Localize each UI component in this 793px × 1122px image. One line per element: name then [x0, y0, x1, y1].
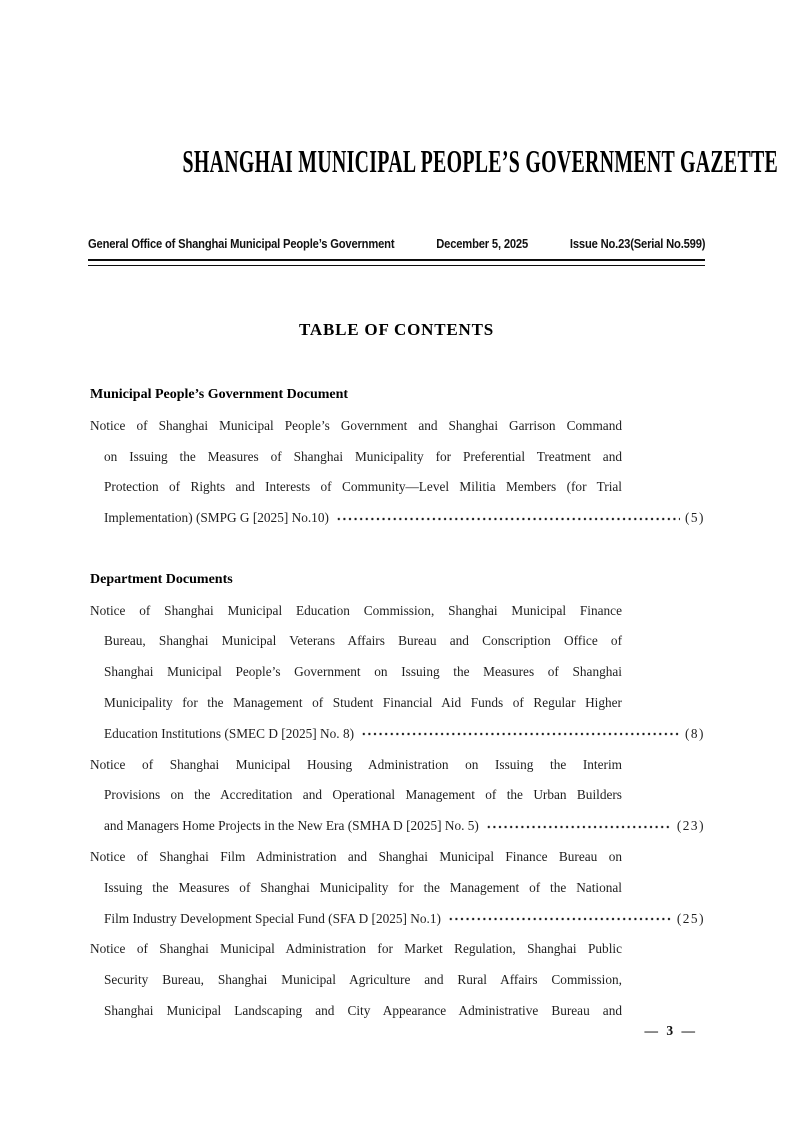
section-heading-department-documents: Department Documents — [90, 571, 233, 587]
toc-entry-line: on Issuing the Measures of Shanghai Municipality for Preferential Treatment and — [104, 448, 622, 464]
issue-number: Issue No.23(Serial No.599) — [569, 236, 706, 251]
toc-entry-tail-text: Education Institutions (SMEC D [2025] No. 8) — [104, 725, 355, 741]
double-rule-divider — [88, 259, 705, 266]
toc-heading: TABLE OF CONTENTS — [299, 320, 494, 339]
toc-page-ref: (8) — [684, 725, 705, 741]
toc-entry-line: Municipality for the Management of Student Financial Aid Funds of Regular Higher — [104, 694, 622, 710]
toc-entry-line: Security Bureau, Shanghai Municipal Agriculture and Rural Affairs Commission, — [104, 972, 622, 988]
toc-entry — [90, 411, 705, 534]
toc-entry — [90, 842, 705, 934]
toc-entry-line: Issuing the Measures of Shanghai Municipality for the Management of the National — [104, 879, 622, 895]
dotted-leader — [448, 904, 672, 935]
dotted-leader — [336, 503, 680, 534]
toc-page-ref: (5) — [684, 510, 705, 526]
toc-entry-line: Shanghai Municipal Landscaping and City Appearance Administrative Bureau and — [104, 1002, 622, 1018]
publisher-line — [88, 236, 705, 251]
dotted-leader — [361, 719, 680, 750]
toc-entry-line: Bureau, Shanghai Municipal Veterans Affairs Bureau and Conscription Office of — [104, 633, 622, 649]
toc-entry-line — [90, 811, 705, 842]
toc-entry-line: Notice of Shanghai Municipal Housing Administration on Issuing the Interim — [90, 756, 622, 772]
toc-entry-line: Notice of Shanghai Municipal Administration for Market Regulation, Shanghai Public — [90, 941, 622, 957]
table-of-contents — [90, 380, 705, 1027]
toc-entry-line: Shanghai Municipal People’s Government on Issuing the Measures of Shanghai — [104, 664, 622, 680]
toc-entry-line: Notice of Shanghai Film Administration and Shanghai Municipal Finance Bureau on — [90, 848, 622, 864]
toc-entry-line — [90, 904, 705, 935]
toc-page-ref: (23) — [676, 818, 705, 834]
toc-entry-line: Provisions on the Accreditation and Operational Management of the Urban Builders — [104, 787, 622, 803]
toc-entry-line: Protection of Rights and Interests of Community—Level Militia Members (for Trial — [104, 479, 622, 495]
toc-entry-line: Notice of Shanghai Municipal Education Commission, Shanghai Municipal Finance — [90, 602, 622, 618]
toc-entry — [90, 750, 705, 842]
issue-date: December 5, 2025 — [436, 236, 529, 251]
toc-entry-tail-text: and Managers Home Projects in the New Era (SMHA D [2025] No. 5) — [104, 818, 479, 834]
toc-page-ref: (25) — [676, 910, 705, 926]
dotted-leader — [486, 811, 672, 842]
toc-entry — [90, 934, 705, 1026]
page-number-indicator: — 3 — — [644, 1023, 695, 1038]
section-heading-government-document: Municipal People’s Government Document — [90, 387, 349, 402]
toc-entry-tail-text: Film Industry Development Special Fund (SFA D [2025] No.1) — [104, 910, 441, 926]
publisher-name: General Office of Shanghai Municipal People’s Government — [88, 236, 395, 251]
page-title: SHANGHAI MUNICIPAL PEOPLE’S GOVERNMENT GAZETTE — [182, 143, 779, 179]
toc-entry-tail-text: Implementation) (SMPG G [2025] No.10) — [104, 510, 329, 526]
masthead — [0, 143, 793, 180]
toc-entry-line — [90, 503, 705, 534]
toc-entry-line: Notice of Shanghai Municipal People’s Government and Shanghai Garrison Command — [90, 417, 622, 433]
toc-entry-line — [90, 719, 705, 750]
toc-entry — [90, 596, 705, 750]
